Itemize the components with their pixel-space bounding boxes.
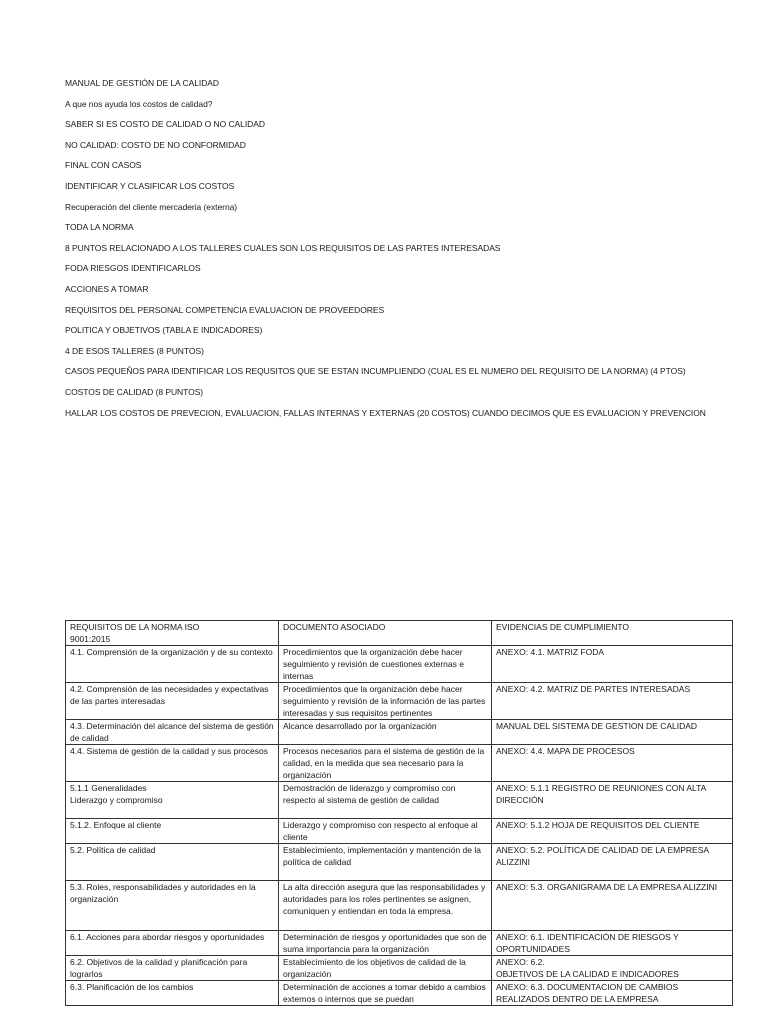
table-cell — [66, 646, 279, 683]
table-cell — [66, 844, 279, 881]
cell-evidencia: ANEXO: 6.2. OBJETIVOS DE LA CALIDAD E INDICADORES — [496, 957, 679, 979]
table-cell — [492, 745, 733, 782]
cell-requisito: 5.2. Política de calidad — [70, 845, 156, 855]
cell-requisito: 4.1. Comprensión de la organización y de su contexto — [70, 647, 273, 657]
cell-requisito: 4.3. Determinación del alcance del sistema de gestión de calidad — [70, 721, 274, 743]
table-row — [66, 745, 733, 782]
table-cell — [66, 981, 279, 1006]
note-line: FINAL CON CASOS — [65, 160, 142, 171]
cell-evidencia: ANEXO: 5.1.1 REGISTRO DE REUNIONES CON ALTA DIRECCIÓN — [496, 783, 706, 805]
table-row — [66, 720, 733, 745]
table-row — [66, 646, 733, 683]
table-cell — [492, 819, 733, 844]
cell-evidencia: ANEXO: 5.3. ORGANIGRAMA DE LA EMPRESA ALIZZINI — [496, 882, 718, 892]
header-evidencias: EVIDENCIAS DE CUMPLIMIENTO — [496, 622, 630, 632]
cell-documento: Procedimientos que la organización debe hacer seguimiento y revisión de cuestiones externas e internas — [283, 647, 464, 681]
table-row — [66, 844, 733, 881]
table-cell — [492, 782, 733, 819]
table-row — [66, 683, 733, 720]
cell-requisito: 5.1.2. Enfoque al cliente — [70, 820, 162, 830]
table-row — [66, 819, 733, 844]
table-cell — [279, 981, 492, 1006]
cell-evidencia: ANEXO: 6.3. DOCUMENTACION DE CAMBIOS REALIZADOS DENTRO DE LA EMPRESA — [496, 982, 679, 1004]
note-line: FODA RIESGOS IDENTIFICARLOS — [65, 263, 201, 274]
table-cell — [279, 683, 492, 720]
table-cell — [492, 881, 733, 931]
cell-evidencia: ANEXO: 4.2. MATRIZ DE PARTES INTERESADAS — [496, 684, 691, 694]
header-documento: DOCUMENTO ASOCIADO — [283, 622, 386, 632]
table-cell — [66, 931, 279, 956]
table-row — [66, 782, 733, 819]
cell-requisito: 6.2. Objetivos de la calidad y planificación para lograrlos — [70, 957, 248, 979]
note-line: Recuperación del cliente mercaderia (externa) — [65, 201, 238, 212]
table-cell — [279, 956, 492, 981]
table-cell — [66, 956, 279, 981]
cell-documento: Demostración de liderazgo y compromiso con respecto al sistema de gestión de calidad — [283, 783, 456, 805]
cell-documento: Establecimiento de los objetivos de calidad de la organización — [283, 957, 466, 979]
note-line: IDENTIFICAR Y CLASIFICAR LOS COSTOS — [65, 180, 235, 191]
note-line: HALLAR LOS COSTOS DE PREVECION, EVALUACION, FALLAS INTERNAS Y EXTERNAS (20 COSTOS) CUANDO DECIMOS QUE ES EVALUACION Y PREVENCION — [65, 407, 706, 418]
notes-list — [65, 78, 755, 428]
cell-documento: Determinación de acciones a tomar debido a cambios externos o internos que se puedan — [283, 982, 486, 1004]
cell-documento: Alcance desarrollado por la organización — [283, 721, 437, 731]
note-line: A que nos ayuda los costos de calidad? — [65, 98, 213, 109]
cell-requisito: 6.3. Planificación de los cambios — [70, 982, 194, 992]
table-cell — [66, 881, 279, 931]
table-cell — [279, 931, 492, 956]
cell-requisito: 5.1.1 Generalidades Liderazgo y compromiso — [70, 783, 163, 805]
cell-documento: Determinación de riesgos y oportunidades que son de suma importancia para la organización — [283, 932, 487, 954]
note-line: CASOS PEQUEÑOS PARA IDENTIFICAR LOS REQUSITOS QUE SE ESTAN INCUMPLIENDO (CUAL ES EL NUMERO DEL REQUISITO DE LA NORMA) (4 PTOS) — [65, 366, 686, 377]
table-cell — [279, 745, 492, 782]
cell-evidencia: ANEXO: 4.4. MAPA DE PROCESOS — [496, 746, 635, 756]
table-cell — [66, 745, 279, 782]
cell-evidencia: ANEXO: 5.2. POLÍTICA DE CALIDAD DE LA EMPRESA ALIZZINI — [496, 845, 709, 867]
table-header-row — [66, 621, 733, 646]
cell-documento: Procedimientos que la organización debe hacer seguimiento y revisión de la información de las partes interesadas y sus requisitos pertinentes — [283, 684, 486, 718]
note-line: COSTOS DE CALIDAD (8 PUNTOS) — [65, 386, 204, 397]
table-cell — [492, 956, 733, 981]
cell-requisito: 5.3. Roles, responsabilidades y autoridades en la organización — [70, 882, 256, 904]
table-row — [66, 981, 733, 1006]
cell-documento: Liderazgo y compromiso con respecto al enfoque al cliente — [283, 820, 478, 842]
requirements-table — [65, 620, 733, 1006]
table-cell — [492, 683, 733, 720]
table-cell — [279, 844, 492, 881]
note-line: 8 PUNTOS RELACIONADO A LOS TALLERES CUALES SON LOS REQUISITOS DE LAS PARTES INTERESADAS — [65, 242, 501, 253]
cell-evidencia: ANEXO: 6.1. IDENTIFICACIÓN DE RIESGOS Y OPORTUNIDADES — [496, 932, 679, 954]
cell-evidencia: ANEXO: 5.1.2 HOJA DE REQUISITOS DEL CLIENTE — [496, 820, 700, 830]
table-cell — [492, 931, 733, 956]
cell-requisito: 4.4. Sistema de gestión de la calidad y sus procesos — [70, 746, 268, 756]
note-line: TODA LA NORMA — [65, 222, 134, 233]
table-cell — [66, 819, 279, 844]
note-line: MANUAL DE GESTIÓN DE LA CALIDAD — [65, 78, 220, 88]
note-line: POLITICA Y OBJETIVOS (TABLA E INDICADORES) — [65, 325, 263, 336]
header-cell — [492, 621, 733, 646]
table-cell — [492, 844, 733, 881]
table-cell — [492, 981, 733, 1006]
table-cell — [66, 782, 279, 819]
cell-documento: Procesos necesarios para el sistema de gestión de la calidad, en la medida que sea necesario para la organización — [283, 746, 485, 780]
table-cell — [279, 646, 492, 683]
cell-documento: La alta dirección asegura que las responsabilidades y autoridades para los roles pertinentes se asignen, comuniquen y entiendan en toda la empresa. — [283, 882, 486, 916]
cell-evidencia: ANEXO: 4.1. MATRIZ FODA — [496, 647, 604, 657]
cell-requisito: 4.2. Comprensión de las necesidades y expectativas de las partes interesadas — [70, 684, 269, 706]
note-line: NO CALIDAD: COSTO DE NO CONFORMIDAD — [65, 139, 246, 150]
table-cell — [279, 720, 492, 745]
table-row — [66, 931, 733, 956]
table-cell — [492, 646, 733, 683]
note-line: SABER SI ES COSTO DE CALIDAD O NO CALIDAD — [65, 119, 265, 130]
table-cell — [279, 881, 492, 931]
header-cell — [66, 621, 279, 646]
table-cell — [66, 720, 279, 745]
note-line: ACCIONES A TOMAR — [65, 283, 149, 294]
note-line: REQUISITOS DEL PERSONAL COMPETENCIA EVALUACION DE PROVEEDORES — [65, 304, 385, 315]
table-cell — [279, 819, 492, 844]
note-line: 4 DE ESOS TALLERES (8 PUNTOS) — [65, 345, 204, 356]
table-row — [66, 881, 733, 931]
table-cell — [66, 683, 279, 720]
table-row — [66, 956, 733, 981]
table-cell — [492, 720, 733, 745]
header-cell — [279, 621, 492, 646]
table-cell — [279, 782, 492, 819]
cell-requisito: 6.1. Acciones para abordar riesgos y oportunidades — [70, 932, 265, 942]
cell-evidencia: MANUAL DEL SISTEMA DE GESTION DE CALIDAD — [496, 721, 698, 731]
cell-documento: Establecimiento, implementación y mantención de la política de calidad — [283, 845, 481, 867]
header-requisitos: REQUISITOS DE LA NORMA ISO 9001:2015 — [70, 622, 200, 644]
